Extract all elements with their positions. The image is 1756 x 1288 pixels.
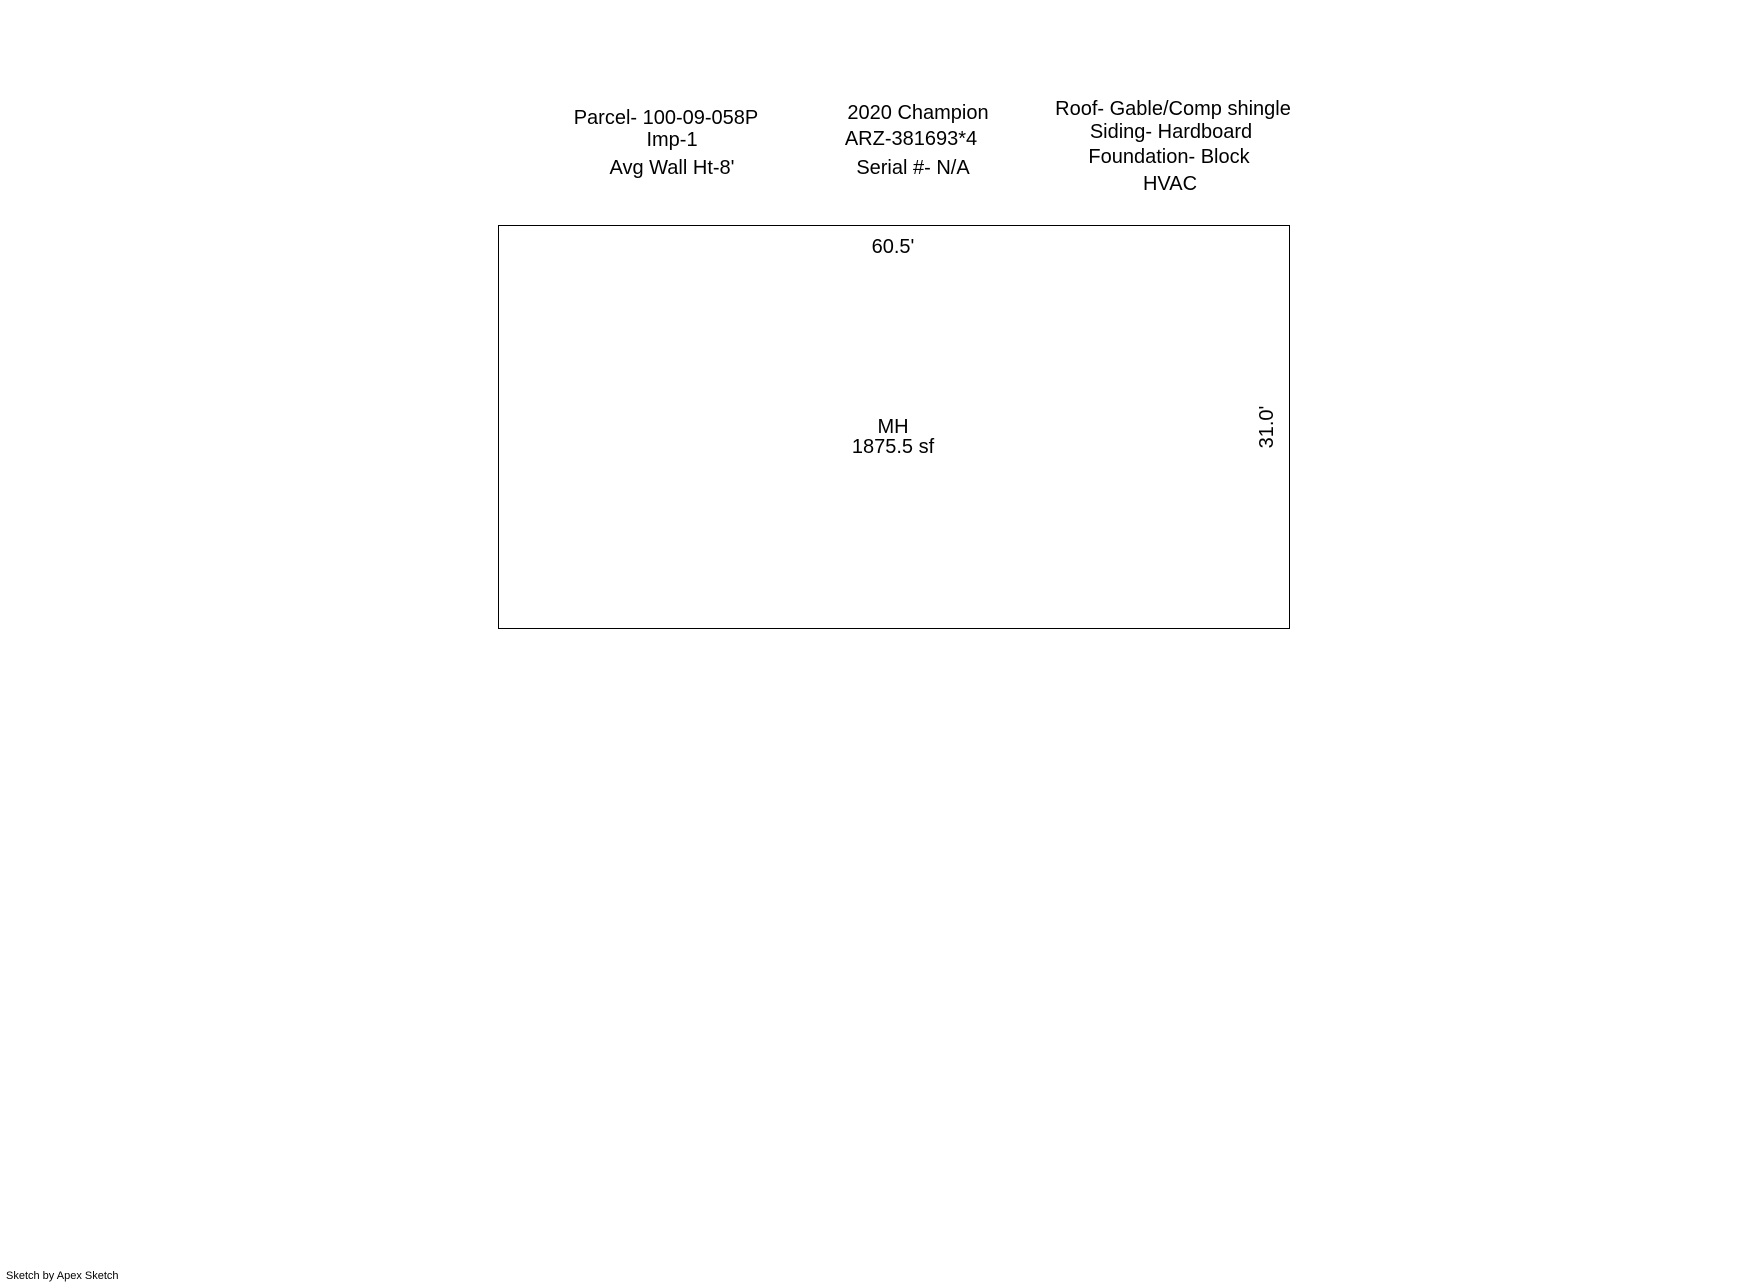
siding-type: Siding- Hardboard [1089,121,1253,143]
sketch-credit: Sketch by Apex Sketch [6,1270,119,1282]
roof-type: Roof- Gable/Comp shingle [1055,98,1291,120]
width-dimension: 60.5' [871,236,915,258]
home-id-number: ARZ-381693*4 [844,128,978,150]
avg-wall-height: Avg Wall Ht-8' [609,157,735,179]
area-value: 1875.5 sf [851,436,935,458]
serial-number: Serial #- N/A [856,157,970,179]
home-year-make: 2020 Champion [847,102,989,124]
depth-dimension: 31.0' [1256,405,1278,449]
parcel-number: Parcel- 100-09-058P [573,107,759,129]
area-label [852,417,934,457]
area-code: MH [877,416,909,438]
foundation-type: Foundation- Block [1088,146,1250,168]
improvement-number: Imp-1 [646,129,698,151]
hvac-note: HVAC [1142,173,1198,195]
